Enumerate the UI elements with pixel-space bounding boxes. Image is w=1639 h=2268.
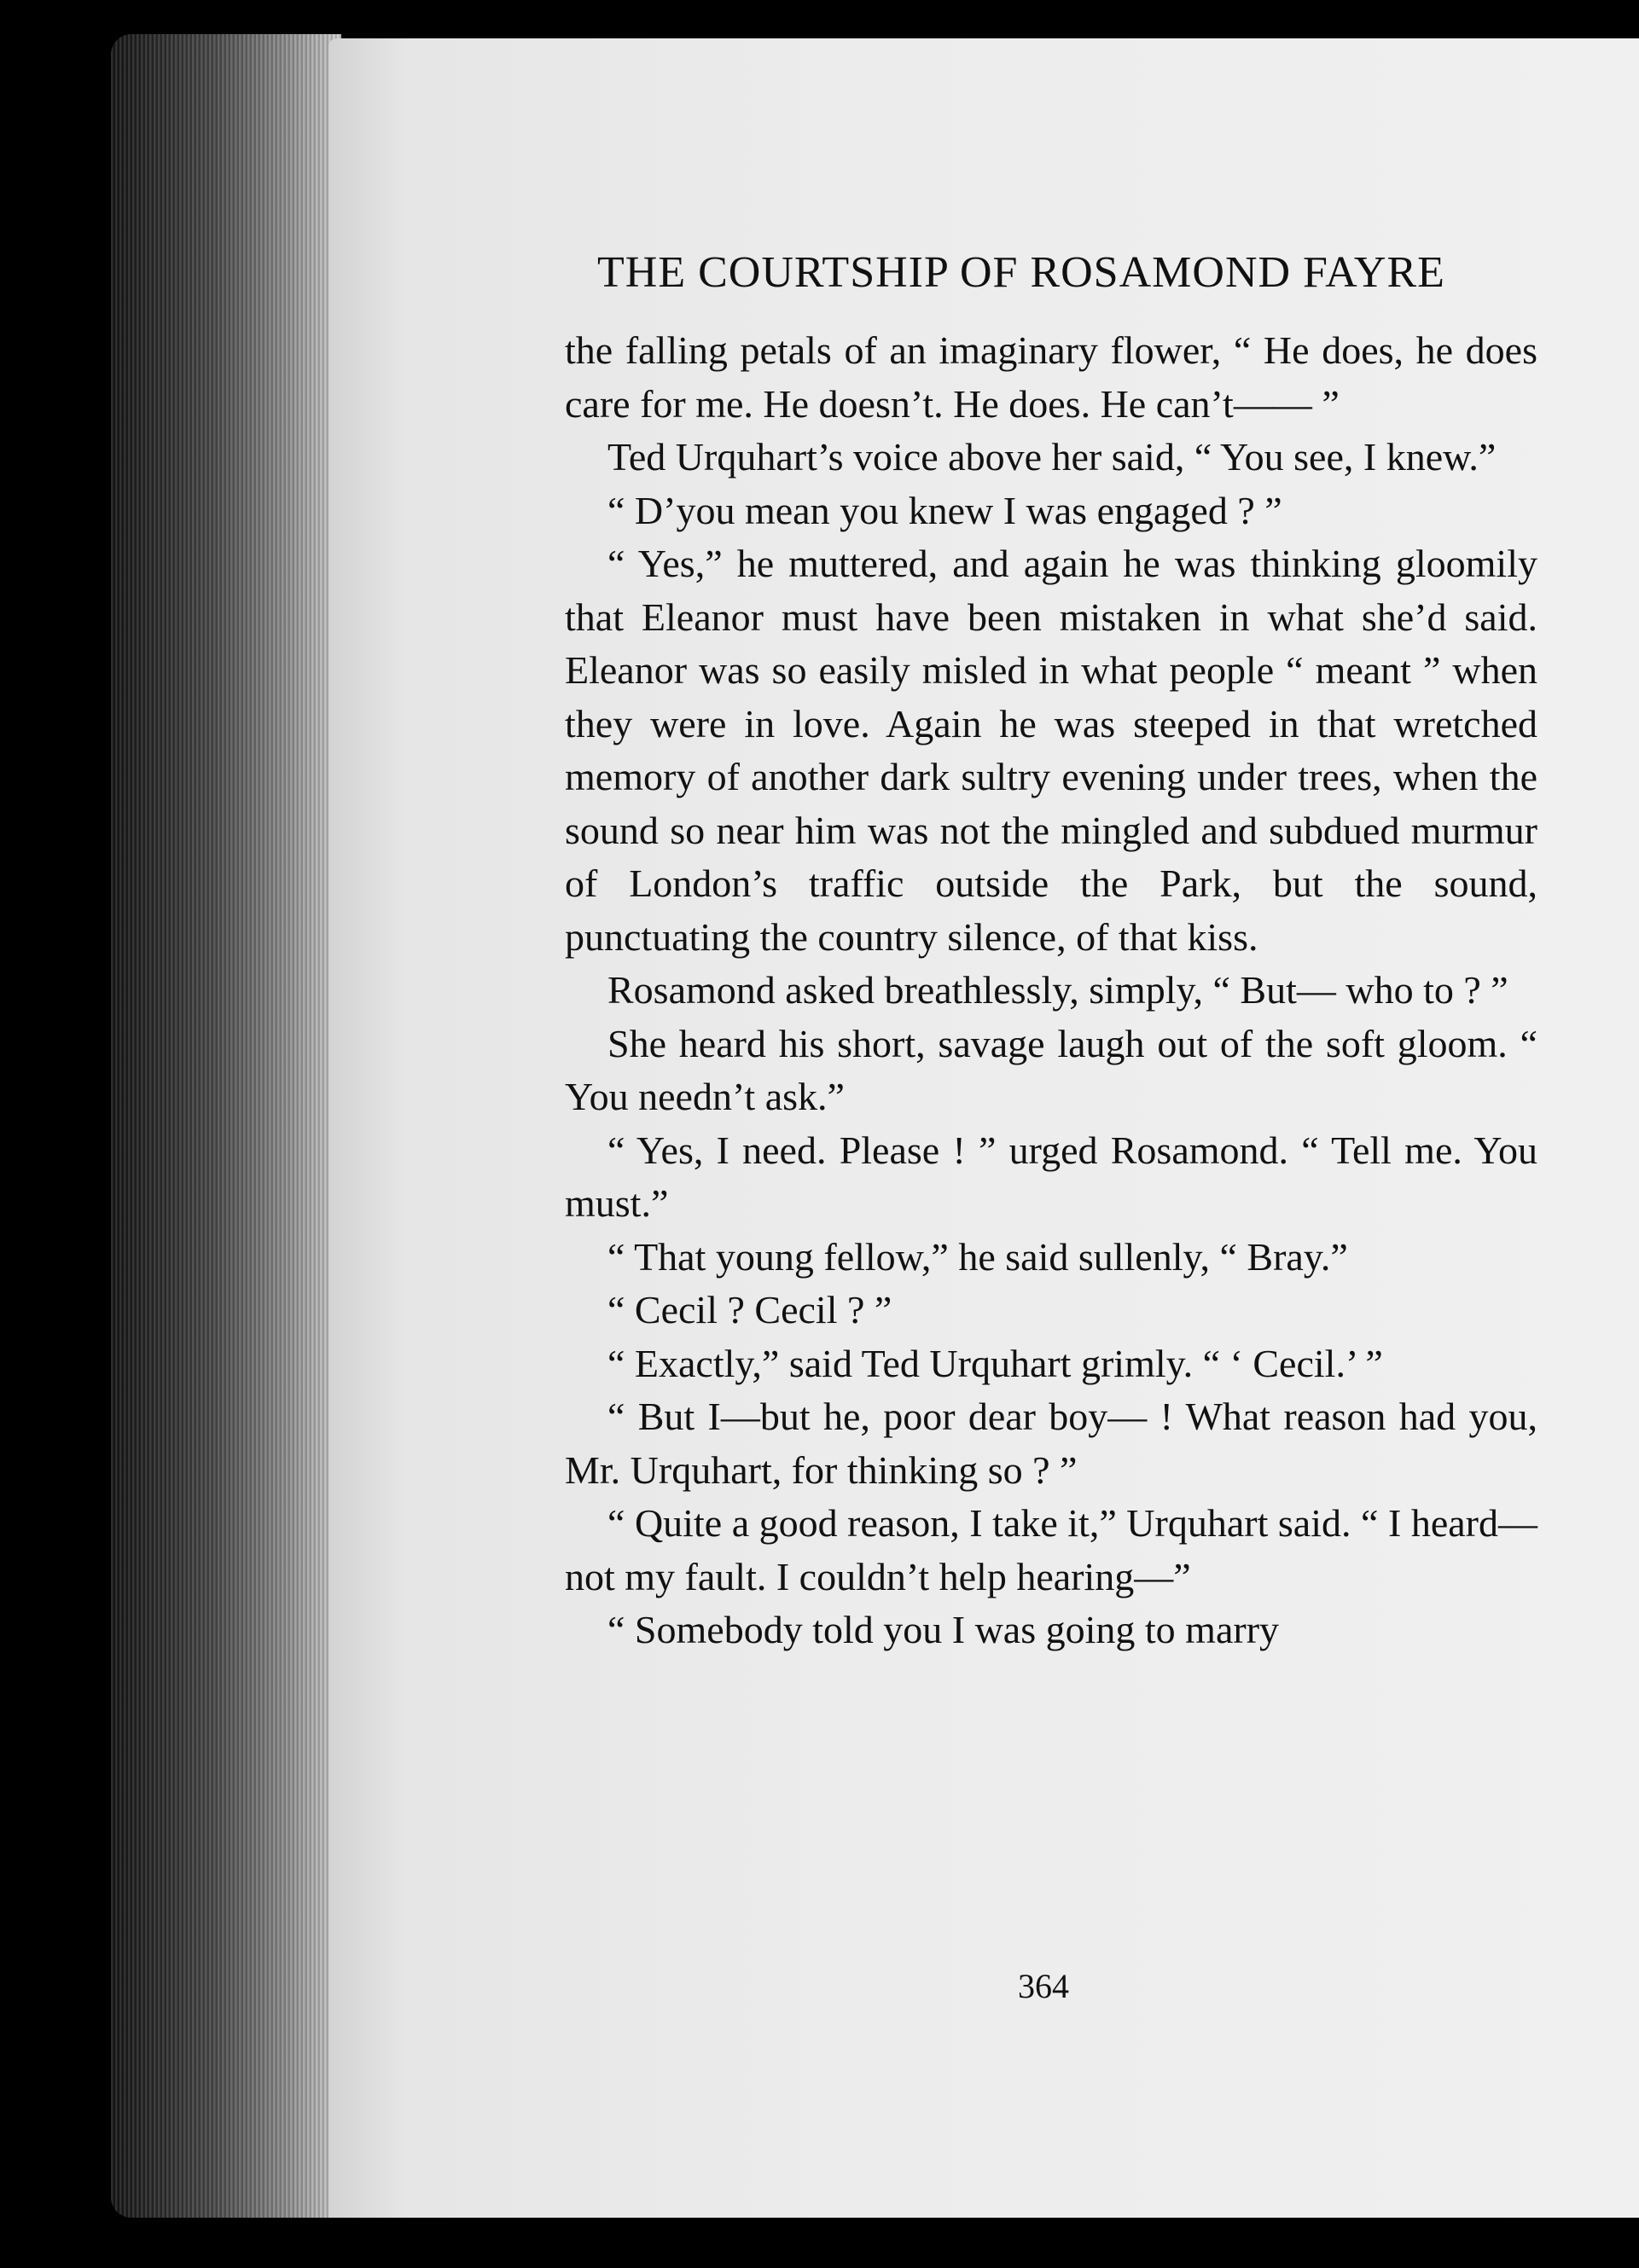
paragraph: the falling petals of an imaginary flower, “ He does, he does care for me. He doesn’t. He does. He can’t—— ” [565,328,1537,426]
paragraph: “ Quite a good reason, I take it,” Urquhart said. “ I heard—not my fault. I couldn’t help hearing—” [565,1501,1537,1598]
paragraph: “ Yes, I need. Please ! ” urged Rosamond. “ Tell me. You must.” [565,1128,1537,1225]
paragraph: “ Cecil ? Cecil ? ” [607,1288,892,1331]
paragraph: “ Exactly,” said Ted Urquhart grimly. “ ‘ Cecil.’ ” [607,1341,1383,1385]
page-number: 364 [1018,1967,1069,2005]
paragraph: “ But I—but he, poor dear boy— ! What reason had you, Mr. Urquhart, for thinking so ? ” [565,1395,1537,1492]
paragraph: “ Yes,” he muttered, and again he was thinking gloomily that Eleanor must have been mistaken in what she’d said. Eleanor was so easily misled in what people “ meant ” when they were in love. Again he was steeped in that wretched memory of another dark sultry evening under trees, when the sound so near him was not the mingled and subdued murmur of London’s traffic outside the Park, but the sound, punctuating the country silence, of that kiss. [565,542,1537,959]
paragraph: “ That young fellow,” he said sullenly, “ Bray.” [607,1234,1348,1279]
paragraph: “ D’you mean you knew I was engaged ? ” [607,488,1282,532]
book-page-edges [111,34,341,2218]
running-header: THE COURTSHIP OF ROSAMOND FAYRE [597,248,1445,297]
paragraph: Rosamond asked breathlessly, simply, “ But— who to ? ” [607,968,1508,1012]
paragraph: She heard his short, savage laugh out of the soft gloom. “ You needn’t ask.” [565,1021,1537,1118]
paragraph: “ Somebody told you I was going to marry [607,1608,1280,1651]
body-text [565,324,1537,1657]
paragraph: Ted Urquhart’s voice above her said, “ You see, I knew.” [607,435,1497,479]
